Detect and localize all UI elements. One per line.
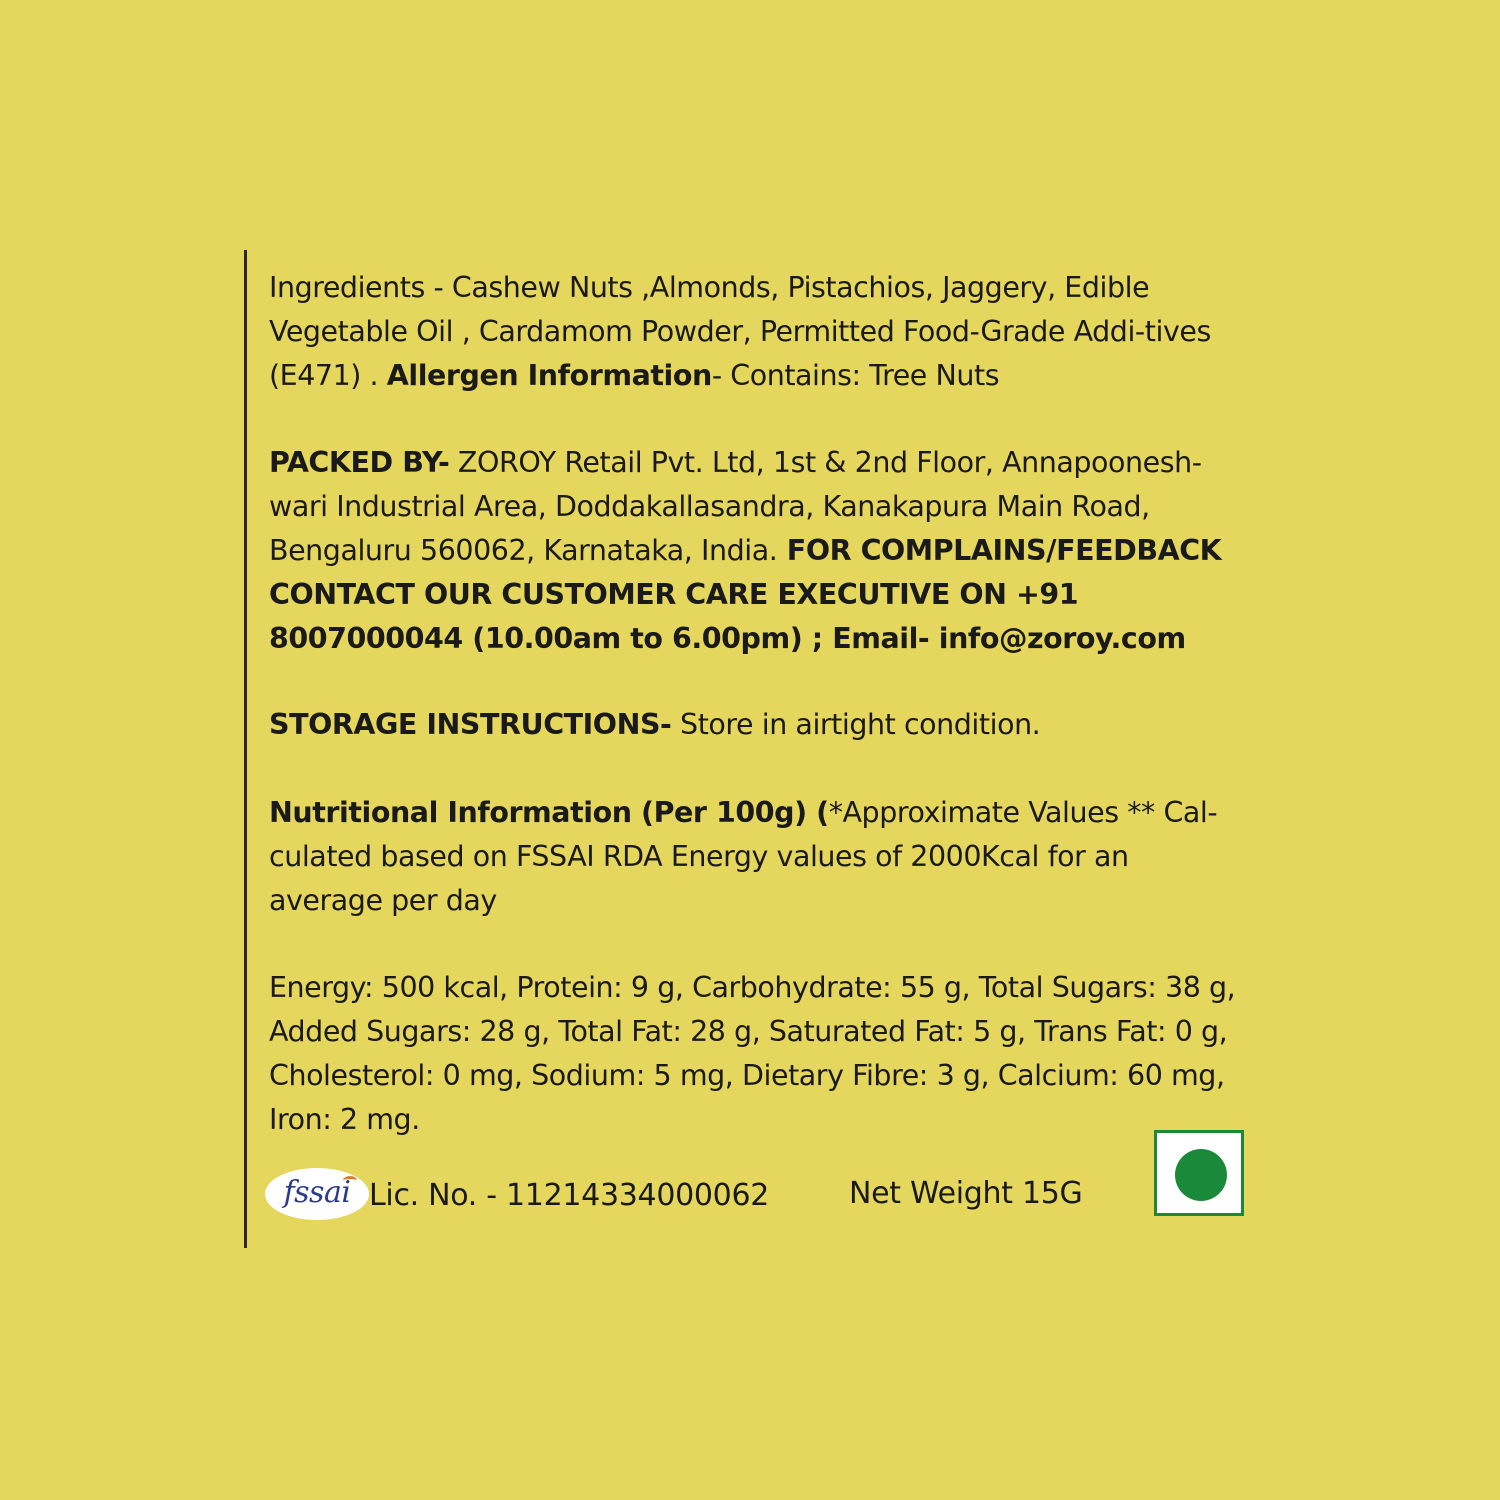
customer-care-contact: FOR COMPLAINS/FEEDBACK CONTACT OUR CUSTOMER CARE EXECUTIVE ON +91 8007000044 (10.00am to 6.00pm) ; Email- info@zoroy.com	[269, 534, 1222, 655]
storage-section	[269, 703, 1249, 747]
packed-by-section	[269, 441, 1249, 661]
fssai-logo-text: fssai	[283, 1175, 351, 1210]
vegetarian-dot-icon	[1175, 1149, 1227, 1201]
label-footer	[265, 1166, 1255, 1222]
packed-by-label: PACKED BY-	[269, 446, 450, 479]
packer-address: ZOROY Retail Pvt. Ltd, 1st & 2nd Floor, Annapoonesh-wari Industrial Area, Doddakallasandra, Kanakapura Main Road, Bengaluru 560062, Karnataka, India.	[269, 446, 1202, 567]
ingredients-section	[269, 266, 1249, 398]
storage-text: Store in airtight condition.	[671, 708, 1041, 741]
nutrition-values: Energy: 500 kcal, Protein: 9 g, Carbohydrate: 55 g, Total Sugars: 38 g, Added Sugars: 28 g, Total Fat: 28 g, Saturated Fat: 5 g, Trans Fat: 0 g, Cholesterol: 0 mg, Sodium: 5 mg, Dietary Fibre: 3 g, Calcium: 60 mg, Iron: 2 mg.	[269, 971, 1236, 1136]
product-label-panel	[244, 250, 1254, 1248]
fssai-logo	[265, 1168, 369, 1220]
vegetarian-mark-icon	[1154, 1130, 1244, 1216]
ingredients-text: Ingredients - Cashew Nuts ,Almonds, Pistachios, Jaggery, Edible Vegetable Oil , Cardamom Powder, Permitted Food-Grade Addi-tives (E471) .	[269, 271, 1211, 392]
nutrition-values-section	[269, 966, 1249, 1142]
fssai-accent-mark	[343, 1176, 357, 1185]
license-number: Lic. No. - 11214334000062	[369, 1178, 770, 1213]
net-weight: Net Weight 15G	[849, 1176, 1083, 1211]
allergen-text: - Contains: Tree Nuts	[711, 359, 1000, 392]
allergen-label: Allergen Information	[386, 359, 712, 392]
nutrition-label: Nutritional Information (Per 100g) (	[269, 796, 829, 829]
nutrition-note: *Approximate Values ** Cal-culated based on FSSAI RDA Energy values of 2000Kcal for an average per day	[269, 796, 1218, 917]
nutrition-info-section	[269, 791, 1249, 923]
storage-label: STORAGE INSTRUCTIONS-	[269, 708, 672, 741]
